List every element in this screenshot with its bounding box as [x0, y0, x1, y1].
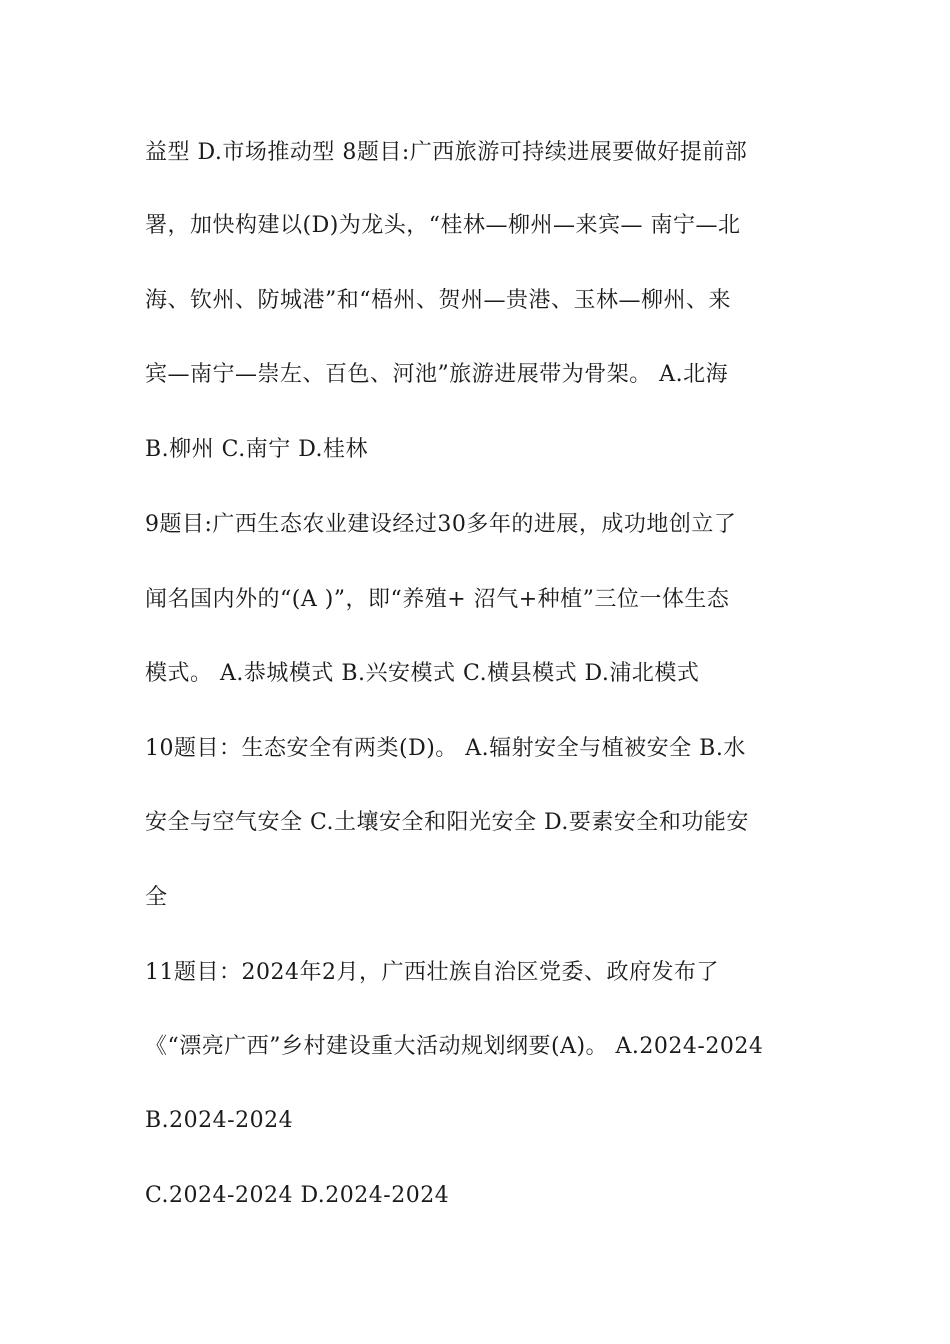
text-line-2: 署，加快构建以(D)为龙头，“桂林—柳州—来宾— 南宁—北: [145, 213, 741, 238]
text-line-8: 模式。 A.恭城模式 B.兴安模式 C.横县模式 D.浦北模式: [145, 661, 700, 686]
text-line-14: B.2024-2024: [145, 1108, 294, 1133]
text-line-13: 《“漂亮广西”乡村建设重大活动规划纲要(A)。 A.2024-2024: [145, 1034, 764, 1059]
text-line-7: 闻名国内外的“(A )”，即“养殖+ 沼气+种植”三位一体生态: [145, 587, 730, 612]
text-line-6: 9题目:广西生态农业建设经过30多年的进展，成功地创立了: [145, 512, 737, 537]
text-line-9: 10题目：生态安全有两类(D)。 A.辐射安全与植被安全 B.水: [145, 736, 746, 761]
text-line-10: 安全与空气安全 C.土壤安全和阳光安全 D.要素安全和功能安: [145, 810, 749, 835]
text-line-15: C.2024-2024 D.2024-2024: [145, 1183, 450, 1208]
text-line-1: 益型 D.市场推动型 8题目:广西旅游可持续进展要做好提前部: [145, 140, 748, 165]
text-line-5: B.柳州 C.南宁 D.桂林: [145, 437, 369, 462]
text-line-3: 海、钦州、防城港”和“梧州、贺州—贵港、玉林—柳州、来: [145, 288, 731, 313]
text-line-12: 11题目：2024年2月，广西壮族自治区党委、政府发布了: [145, 960, 719, 985]
text-line-4: 宾—南宁—崇左、百色、河池”旅游进展带为骨架。 A.北海: [145, 362, 729, 387]
text-line-11: 全: [145, 885, 168, 910]
